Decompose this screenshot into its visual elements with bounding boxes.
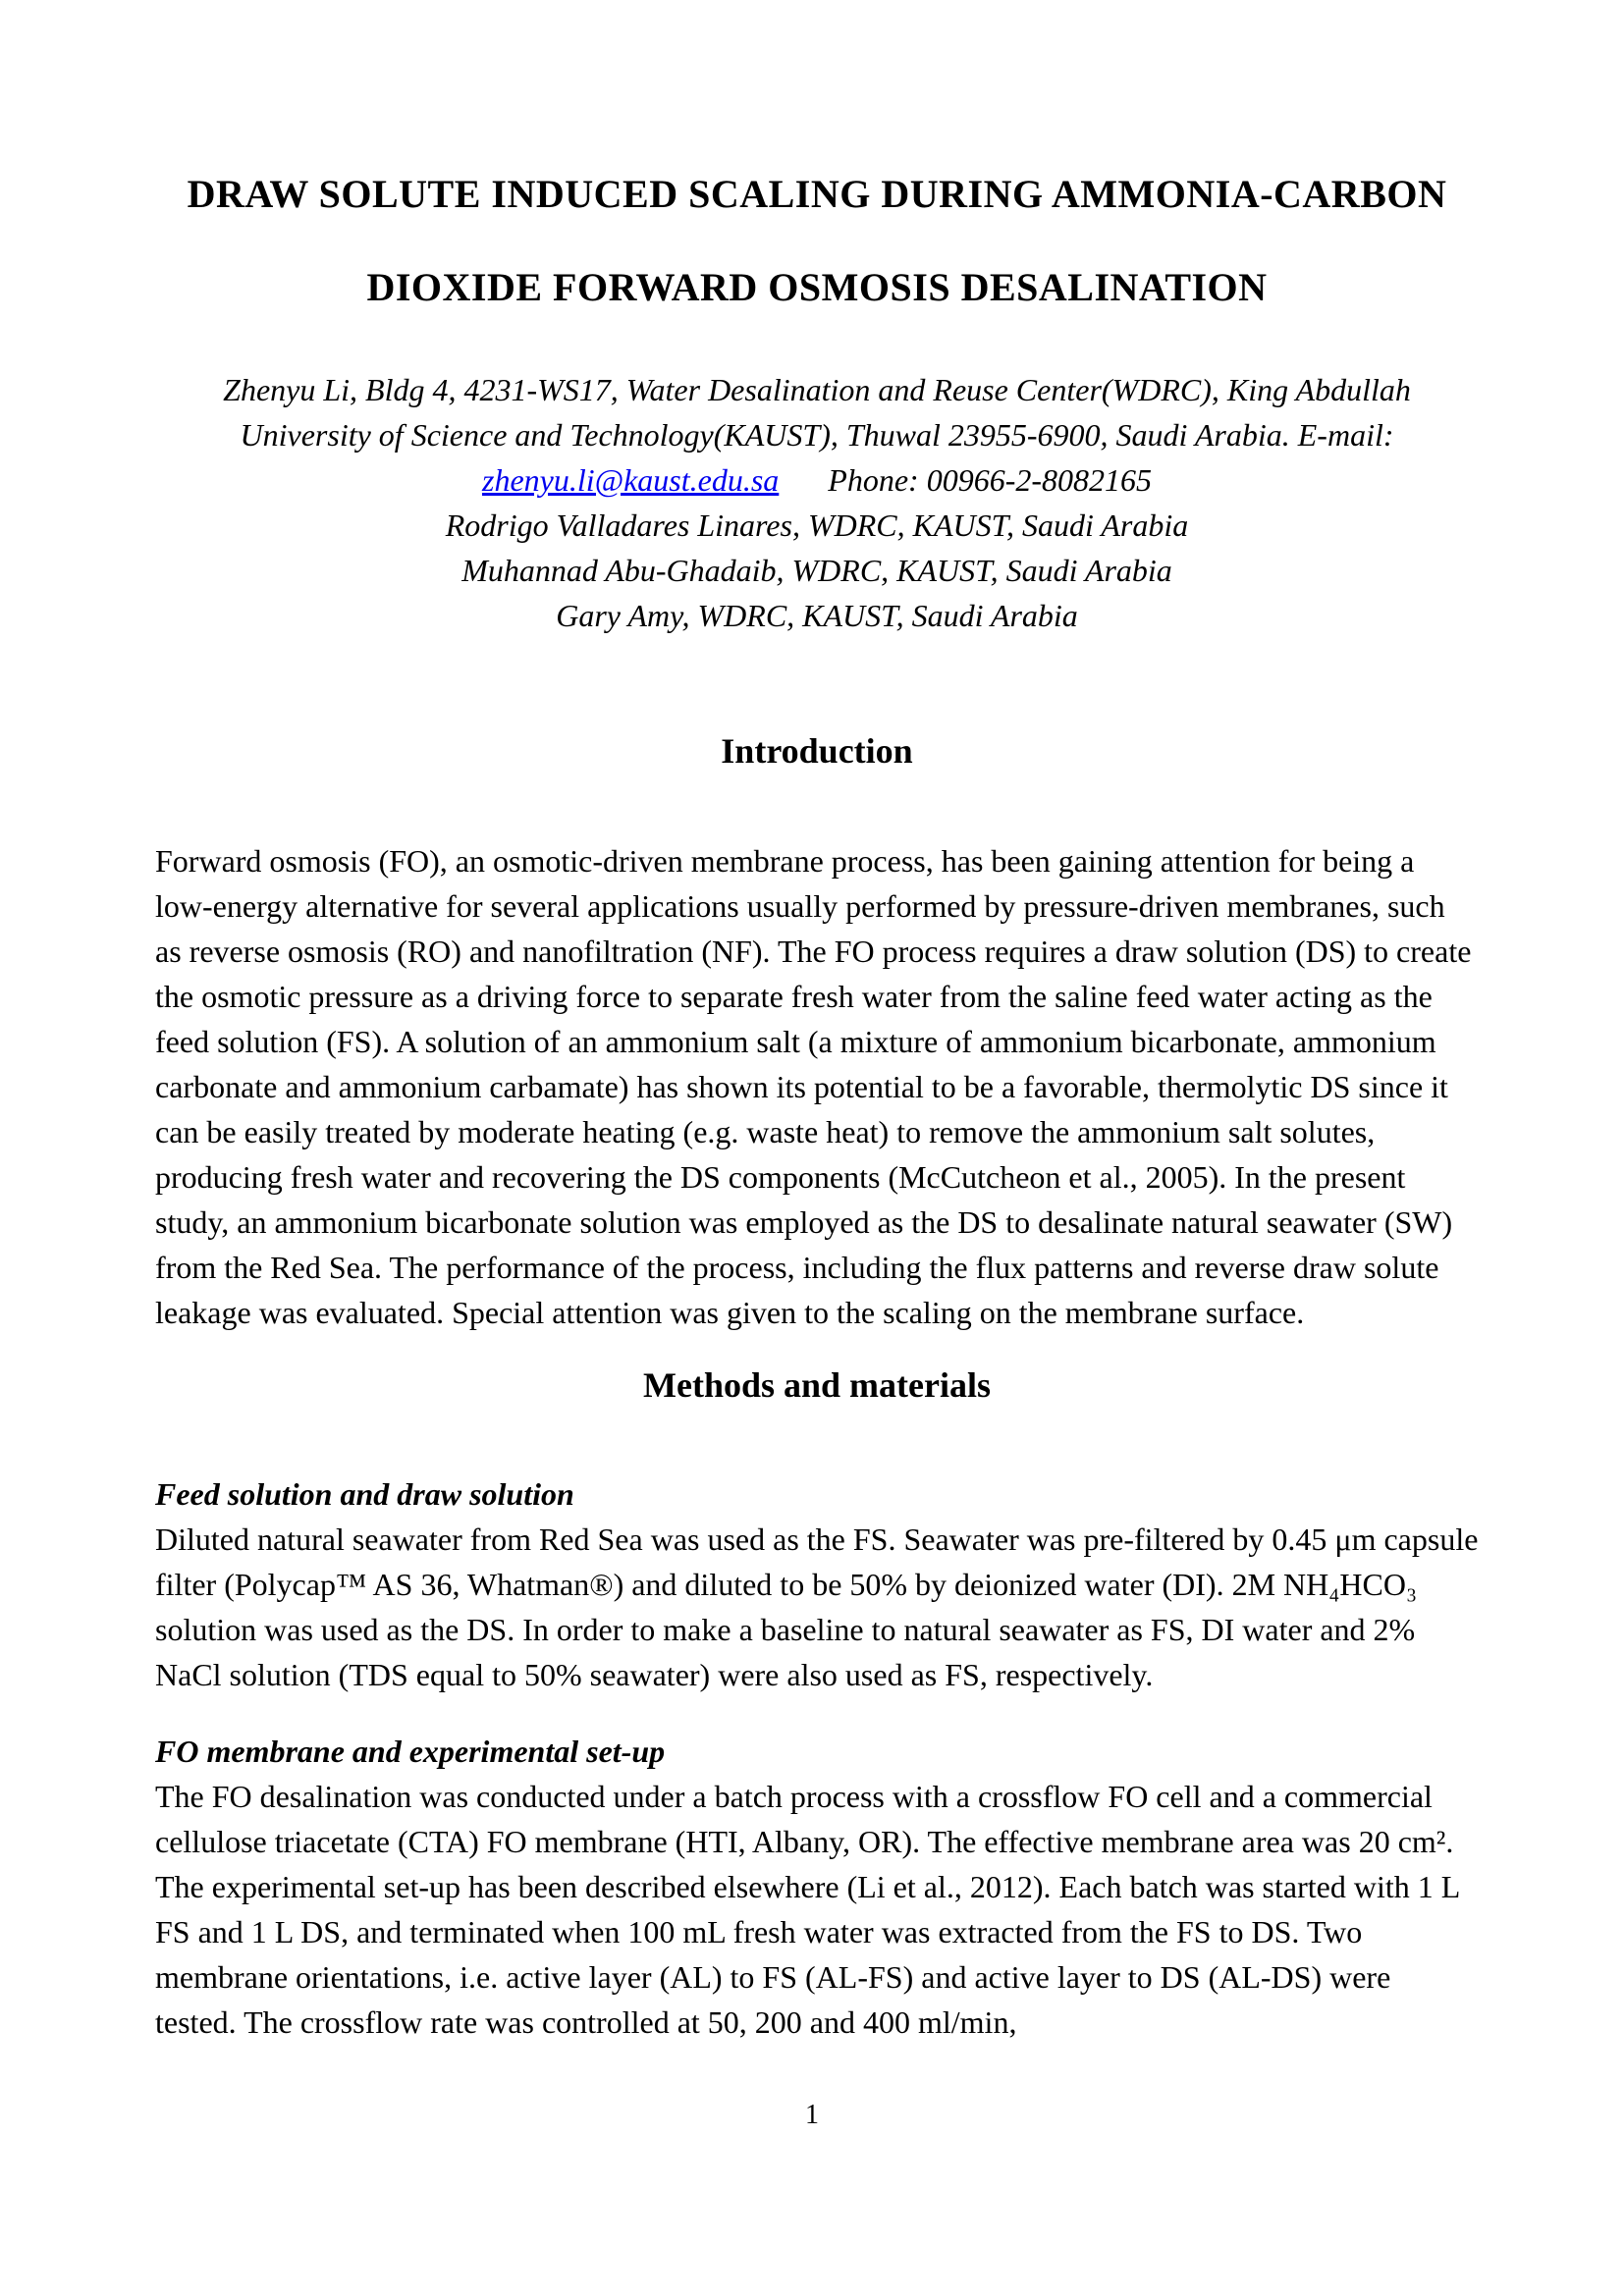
- feed-solution-paragraph: Diluted natural seawater from Red Sea was used as the FS. Seawater was pre-filtered by 0.45 μm capsule filter (Polycap™ AS 36, Whatman®) and diluted to be 50% by deionized water (DI). 2M NH₄HCO₃ solution was used as the DS. In order to make a baseline to natural seawater as FS, DI water and 2% NaCl solution (TDS equal to 50% seawater) were also used as FS, respectively.: [155, 1522, 1479, 1692]
- section-heading-methods: Methods and materials: [643, 1365, 991, 1405]
- corresponding-author-affiliation: Zhenyu Li, Bldg 4, 4231-WS17, Water Desalination and Reuse Center(WDRC), King Abdullah University of Science and Technology(KAUST), Thuwal 23955-6900, Saudi Arabia. E-mail:: [223, 372, 1411, 453]
- coauthor-line: Rodrigo Valladares Linares, WDRC, KAUST, Saudi Arabia: [445, 507, 1189, 543]
- paper-title-line-1: DRAW SOLUTE INDUCED SCALING DURING AMMONIA-CARBON: [187, 172, 1447, 216]
- coauthor-line: Muhannad Abu-Ghadaib, WDRC, KAUST, Saudi Arabia: [461, 553, 1172, 588]
- fo-membrane-paragraph: The FO desalination was conducted under a batch process with a crossflow FO cell and a commercial cellulose triacetate (CTA) FO membrane (HTI, Albany, OR). The effective membrane area was 20 cm². The experimental set-up has been described elsewhere (Li et al., 2012). Each batch was started with 1 L FS and 1 L DS, and terminated when 100 mL fresh water was extracted from the FS to DS. Two membrane orientations, i.e. active layer (AL) to FS (AL-FS) and active layer to DS (AL-DS) were tested. The crossflow rate was controlled at 50, 200 and 400 ml/min,: [155, 1779, 1460, 2040]
- phone-number: Phone: 00966-2-8082165: [828, 462, 1152, 498]
- introduction-paragraph: Forward osmosis (FO), an osmotic-driven membrane process, has been gaining attention for being a low-energy alternative for several applications usually performed by pressure-driven membranes, such as reverse osmosis (RO) and nanofiltration (NF). The FO process requires a draw solution (DS) to create the osmotic pressure as a driving force to separate fresh water from the saline feed water acting as the feed solution (FS). A solution of an ammonium salt (a mixture of ammonium bicarbonate, ammonium carbonate and ammonium carbamate) has shown its potential to be a favorable, thermolytic DS since it can be easily treated by moderate heating (e.g. waste heat) to remove the ammonium salt solutes, producing fresh water and recovering the DS components (McCutcheon et al., 2005). In the present study, an ammonium bicarbonate solution was employed as the DS to desalinate natural seawater (SW) from the Red Sea. The performance of the process, including the flux patterns and reverse draw solute leakage was evaluated. Special attention was given to the scaling on the membrane surface.: [155, 843, 1472, 1330]
- page-number: 1: [805, 2100, 819, 2130]
- coauthor-line: Gary Amy, WDRC, KAUST, Saudi Arabia: [556, 598, 1078, 633]
- subsection-heading-fo-membrane: FO membrane and experimental set-up: [155, 1734, 666, 1769]
- section-heading-introduction: Introduction: [721, 731, 913, 771]
- subsection-heading-feed-solution: Feed solution and draw solution: [155, 1476, 574, 1512]
- paper-title: [155, 147, 1479, 334]
- contact-line: [155, 457, 1479, 503]
- paper-title-line-2: DIOXIDE FORWARD OSMOSIS DESALINATION: [366, 265, 1268, 309]
- author-block: [155, 367, 1479, 638]
- email-link[interactable]: zhenyu.li@kaust.edu.sa: [482, 462, 780, 498]
